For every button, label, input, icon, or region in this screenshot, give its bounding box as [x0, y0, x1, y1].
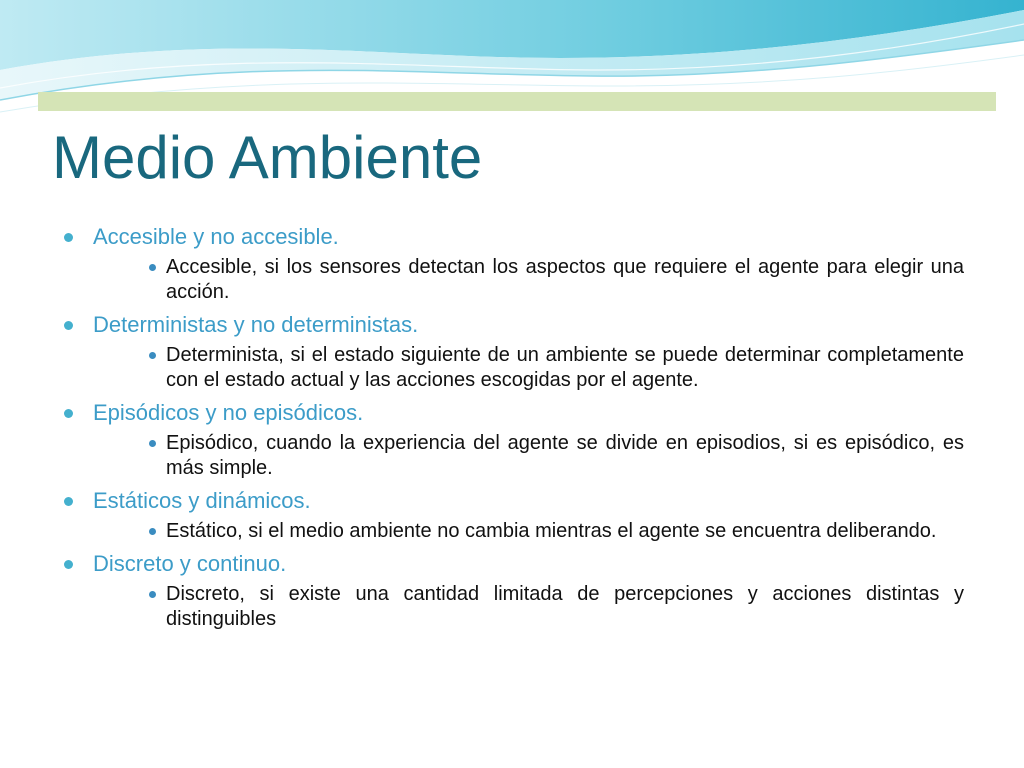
list-item-heading: Deterministas y no deterministas. — [93, 312, 419, 337]
list-item-detail-text: Estático, si el medio ambiente no cambia mientras el agente se encuentra deliberando. — [166, 520, 937, 542]
bullet-dot-icon — [149, 440, 156, 447]
list-item-heading: Episódicos y no episódicos. — [93, 400, 364, 425]
bullet-list — [60, 221, 964, 636]
bullet-dot-icon — [149, 528, 156, 535]
list-item-detail — [133, 431, 964, 481]
slide-title: Medio Ambiente — [52, 124, 483, 191]
bullet-dot-icon — [64, 560, 73, 569]
bullet-dot-icon — [64, 497, 73, 506]
list-item — [60, 221, 964, 305]
list-item — [60, 309, 964, 393]
title-accent-bar — [38, 92, 996, 111]
list-item — [60, 548, 964, 632]
list-item-detail-text: Discreto, si existe una cantidad limitada de percepciones y acciones distintas y distinguibles — [166, 583, 964, 630]
bullet-dot-icon — [64, 409, 73, 418]
list-item-detail — [133, 582, 964, 632]
list-item-detail-text: Accesible, si los sensores detectan los aspectos que requiere el agente para elegir una acción. — [166, 256, 964, 303]
bullet-dot-icon — [149, 591, 156, 598]
bullet-dot-icon — [149, 264, 156, 271]
list-item-heading: Estáticos y dinámicos. — [93, 488, 311, 513]
list-item-detail — [133, 255, 964, 305]
bullet-dot-icon — [64, 321, 73, 330]
list-item-detail — [133, 343, 964, 393]
list-item — [60, 485, 964, 544]
list-item-detail-text: Episódico, cuando la experiencia del agente se divide en episodios, si es episódico, es más simple. — [166, 432, 964, 479]
bullet-dot-icon — [149, 352, 156, 359]
list-item — [60, 397, 964, 481]
list-item-detail — [133, 519, 964, 544]
list-item-detail-text: Determinista, si el estado siguiente de un ambiente se puede determinar completamente con el estado actual y las acciones escogidas por el agente. — [166, 344, 964, 391]
list-item-heading: Discreto y continuo. — [93, 551, 287, 576]
list-item-heading: Accesible y no accesible. — [93, 224, 339, 249]
bullet-dot-icon — [64, 233, 73, 242]
